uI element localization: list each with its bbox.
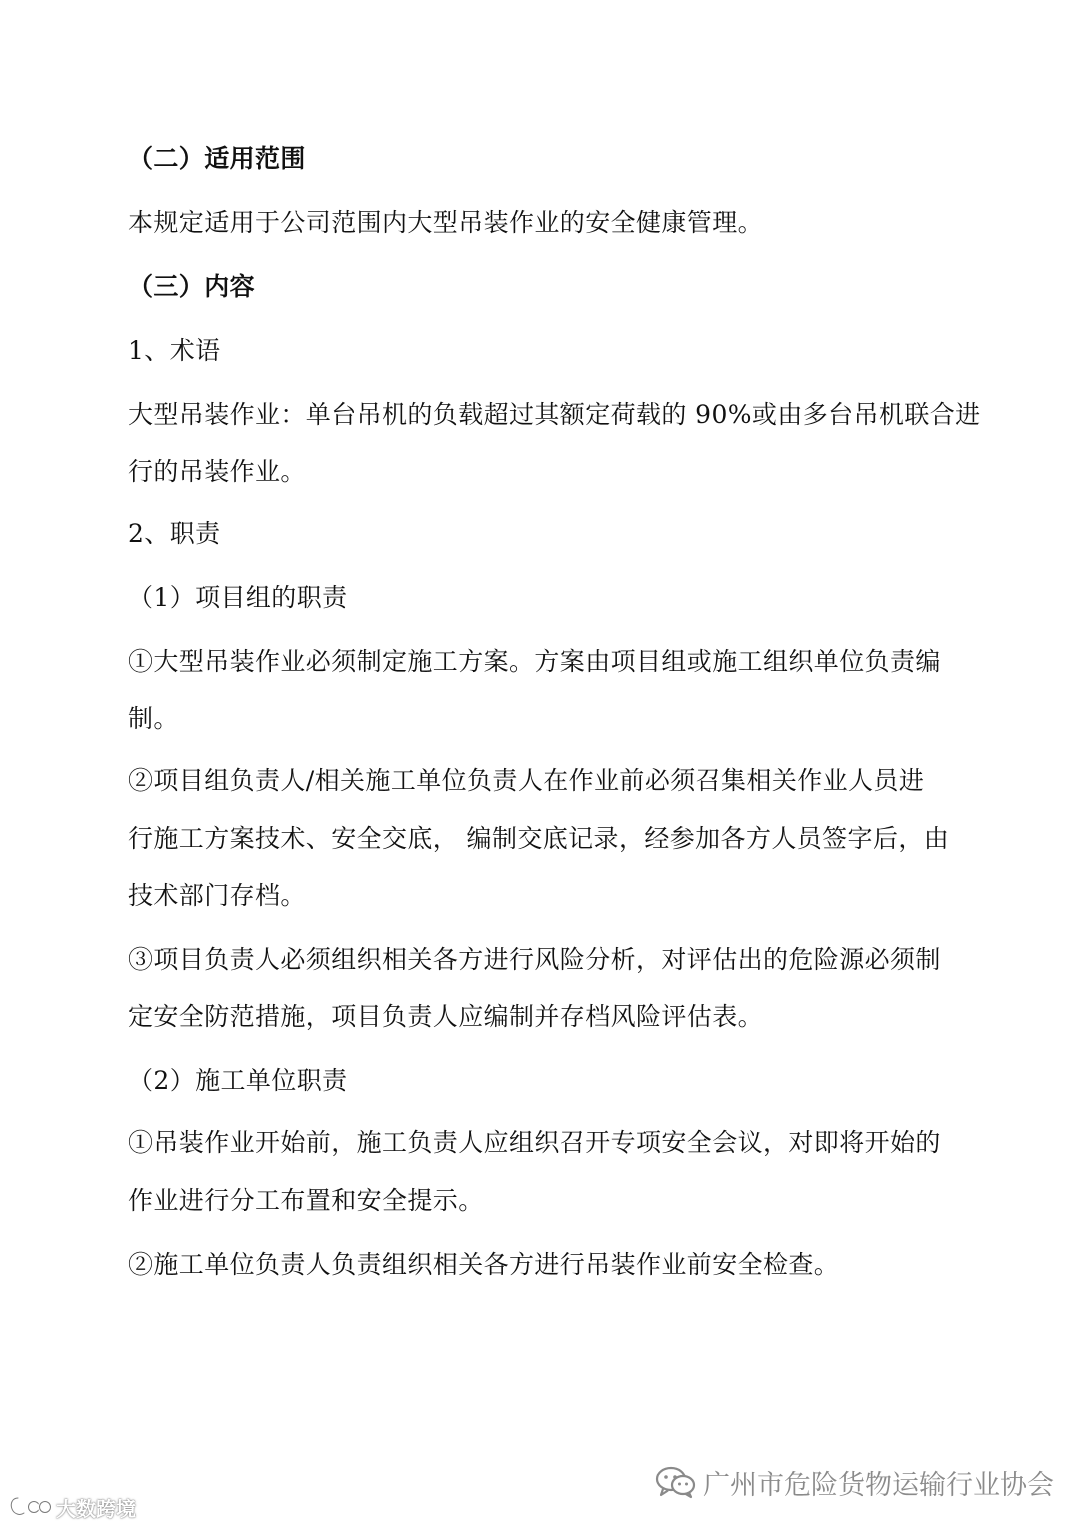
watermark-brand-text: 大数跨境 — [56, 1496, 136, 1521]
paragraph-line: 制。 — [128, 704, 179, 733]
paragraph-line: ③项目负责人必须组织相关各方进行风险分析，对评估出的危险源必须制 — [128, 945, 941, 974]
subheading-terms: 1、术语 — [128, 336, 221, 365]
watermark-brand — [8, 1492, 136, 1522]
paragraph-line: 技术部门存档。 — [128, 881, 306, 910]
subheading-duties: 2、职责 — [128, 519, 221, 548]
brand-logo-icon — [8, 1494, 52, 1520]
paragraph-line: ②项目组负责人/相关施工单位负责人在作业前必须召集相关作业人员进 — [128, 766, 925, 795]
paragraph-line: ①大型吊装作业必须制定施工方案。方案由项目组或施工组织单位负责编 — [128, 647, 941, 676]
paragraph-line: ①吊装作业开始前，施工负责人应组织召开专项安全会议，对即将开始的 — [128, 1128, 941, 1157]
watermark-association-text: 广州市危险货物运输行业协会 — [703, 1469, 1054, 1501]
paragraph-line: 大型吊装作业：单台吊机的负载超过其额定荷载的 90%或由多台吊机联合进 — [128, 400, 981, 429]
paragraph-line: 本规定适用于公司范围内大型吊装作业的安全健康管理。 — [128, 208, 764, 237]
paragraph-line: ②施工单位负责人负责组织相关各方进行吊装作业前安全检查。 — [128, 1250, 840, 1279]
watermark-association — [655, 1462, 1054, 1502]
paragraph-line: 行施工方案技术、安全交底， 编制交底记录，经参加各方人员签字后，由 — [128, 824, 950, 853]
section-heading-content: （三）内容 — [128, 272, 256, 301]
paragraph-line: 定安全防范措施，项目负责人应编制并存档风险评估表。 — [128, 1002, 764, 1031]
subheading-project-team-duties: （1）项目组的职责 — [128, 583, 348, 612]
subheading-contractor-duties: （2）施工单位职责 — [128, 1066, 348, 1095]
paragraph-line: 行的吊装作业。 — [128, 457, 306, 486]
wechat-icon — [655, 1465, 697, 1499]
paragraph-line: 作业进行分工布置和安全提示。 — [128, 1186, 484, 1215]
section-heading-scope: （二）适用范围 — [128, 144, 306, 173]
